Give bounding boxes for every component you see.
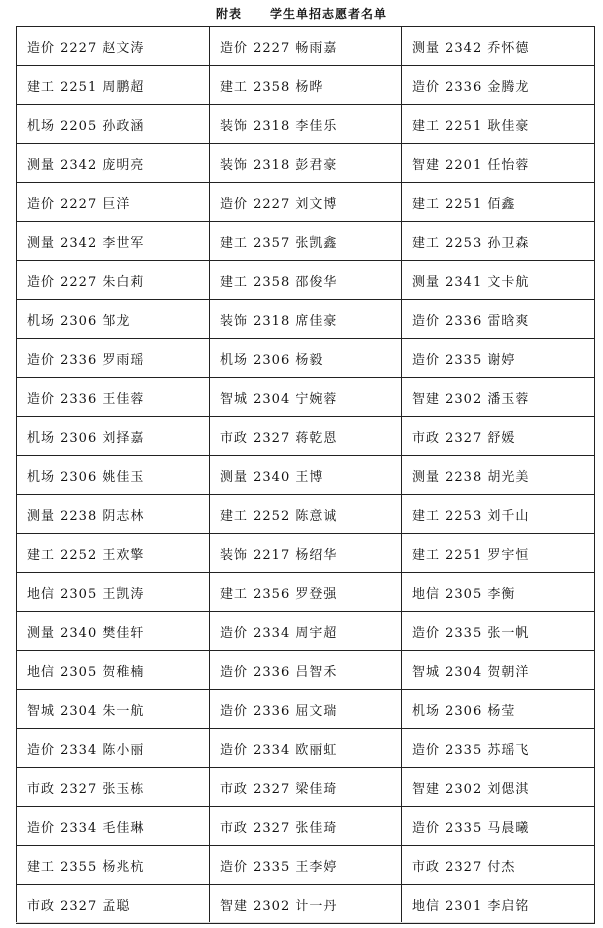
table-row (17, 300, 595, 339)
table-row (17, 261, 595, 300)
table-cell: 造价 2227 畅雨嘉 (210, 27, 402, 66)
table-cell: 造价 2335 苏瑶飞 (402, 729, 595, 768)
table-cell: 市政 2327 张佳琦 (210, 807, 402, 846)
table-cell: 智建 2302 计一丹 (210, 885, 402, 924)
table-cell: 智建 2302 潘玉蓉 (402, 378, 595, 417)
table-cell: 机场 2306 杨莹 (402, 690, 595, 729)
table-cell: 测量 2341 文卡航 (402, 261, 595, 300)
table-cell: 机场 2306 姚佳玉 (17, 456, 210, 495)
table-cell: 建工 2253 孙卫森 (402, 222, 595, 261)
table-cell: 机场 2306 刘择嘉 (17, 417, 210, 456)
table-row (17, 222, 595, 261)
table-cell: 造价 2334 毛佳琳 (17, 807, 210, 846)
table-cell: 智城 2304 朱一航 (17, 690, 210, 729)
table-cell: 造价 2335 张一帆 (402, 612, 595, 651)
table-cell: 市政 2327 张玉栋 (17, 768, 210, 807)
volunteer-table (16, 26, 595, 924)
table-cell: 造价 2334 陈小丽 (17, 729, 210, 768)
title-text: 学生单招志愿者名单 (270, 7, 388, 21)
table-cell: 机场 2205 孙政涵 (17, 105, 210, 144)
table-cell: 测量 2342 庞明亮 (17, 144, 210, 183)
table-cell: 装饰 2318 李佳乐 (210, 105, 402, 144)
table-cell: 造价 2335 马晨曦 (402, 807, 595, 846)
table-cell: 建工 2358 杨晔 (210, 66, 402, 105)
table-cell: 市政 2327 付杰 (402, 846, 595, 885)
table-cell: 测量 2342 李世军 (17, 222, 210, 261)
table-row (17, 573, 595, 612)
table-cell: 建工 2251 耿佳豪 (402, 105, 595, 144)
table-row (17, 456, 595, 495)
table-cell: 造价 2336 王佳蓉 (17, 378, 210, 417)
table-cell: 造价 2227 刘文博 (210, 183, 402, 222)
table-cell: 建工 2251 佰鑫 (402, 183, 595, 222)
table-cell: 建工 2355 杨兆杭 (17, 846, 210, 885)
table-cell: 智城 2304 贺朝洋 (402, 651, 595, 690)
table-cell: 建工 2251 罗宇恒 (402, 534, 595, 573)
table-cell: 造价 2336 吕智禾 (210, 651, 402, 690)
table-cell: 造价 2335 王李婷 (210, 846, 402, 885)
table-cell: 地信 2301 李启铭 (402, 885, 595, 924)
table-cell: 测量 2238 胡光美 (402, 456, 595, 495)
table-cell: 造价 2336 雷晗爽 (402, 300, 595, 339)
table-row (17, 612, 595, 651)
table-row (17, 144, 595, 183)
table-row (17, 105, 595, 144)
table-row (17, 534, 595, 573)
table-row (17, 846, 595, 885)
table-row (17, 651, 595, 690)
table-cell: 建工 2357 张凯鑫 (210, 222, 402, 261)
table-cell: 造价 2336 屈文瑞 (210, 690, 402, 729)
table-cell: 建工 2252 王欢擎 (17, 534, 210, 573)
table-cell: 装饰 2318 彭君豪 (210, 144, 402, 183)
table-cell: 建工 2252 陈意诚 (210, 495, 402, 534)
table-row (17, 417, 595, 456)
table-cell: 地信 2305 贺稚楠 (17, 651, 210, 690)
table-row (17, 690, 595, 729)
table-cell: 市政 2327 蒋乾恩 (210, 417, 402, 456)
table-cell: 造价 2336 罗雨瑶 (17, 339, 210, 378)
page-bottom-divider (16, 922, 594, 923)
table-cell: 机场 2306 杨毅 (210, 339, 402, 378)
table-cell: 装饰 2318 席佳豪 (210, 300, 402, 339)
table-cell: 造价 2227 朱白莉 (17, 261, 210, 300)
table-cell: 测量 2340 王博 (210, 456, 402, 495)
table-cell: 装饰 2217 杨绍华 (210, 534, 402, 573)
table-cell: 地信 2305 李衡 (402, 573, 595, 612)
table-cell: 市政 2327 孟聪 (17, 885, 210, 924)
table-row (17, 768, 595, 807)
table-cell: 造价 2336 金腾龙 (402, 66, 595, 105)
table-row (17, 339, 595, 378)
table-row (17, 27, 595, 66)
table-cell: 建工 2251 周鹏超 (17, 66, 210, 105)
table-cell: 造价 2335 谢婷 (402, 339, 595, 378)
table-cell: 建工 2358 邵俊华 (210, 261, 402, 300)
volunteer-table-body (17, 27, 595, 924)
table-row (17, 729, 595, 768)
table-cell: 智建 2201 任怡蓉 (402, 144, 595, 183)
table-cell: 机场 2306 邹龙 (17, 300, 210, 339)
table-cell: 造价 2227 巨洋 (17, 183, 210, 222)
table-cell: 建工 2253 刘千山 (402, 495, 595, 534)
table-cell: 测量 2342 乔怀德 (402, 27, 595, 66)
table-cell: 造价 2334 周宇超 (210, 612, 402, 651)
table-cell: 市政 2327 梁佳琦 (210, 768, 402, 807)
table-row (17, 378, 595, 417)
table-cell: 建工 2356 罗登强 (210, 573, 402, 612)
table-cell: 智建 2302 刘偲淇 (402, 768, 595, 807)
table-row (17, 66, 595, 105)
table-row (17, 495, 595, 534)
table-cell: 测量 2340 樊佳轩 (17, 612, 210, 651)
table-cell: 造价 2227 赵文涛 (17, 27, 210, 66)
table-cell: 市政 2327 舒媛 (402, 417, 595, 456)
table-row (17, 183, 595, 222)
table-row (17, 807, 595, 846)
table-cell: 测量 2238 阴志林 (17, 495, 210, 534)
table-cell: 造价 2334 欧丽虹 (210, 729, 402, 768)
page-title (0, 5, 603, 22)
table-cell: 智城 2304 宁婉蓉 (210, 378, 402, 417)
table-cell: 地信 2305 王凯涛 (17, 573, 210, 612)
title-prefix: 附表 (215, 7, 242, 21)
table-row (17, 885, 595, 924)
